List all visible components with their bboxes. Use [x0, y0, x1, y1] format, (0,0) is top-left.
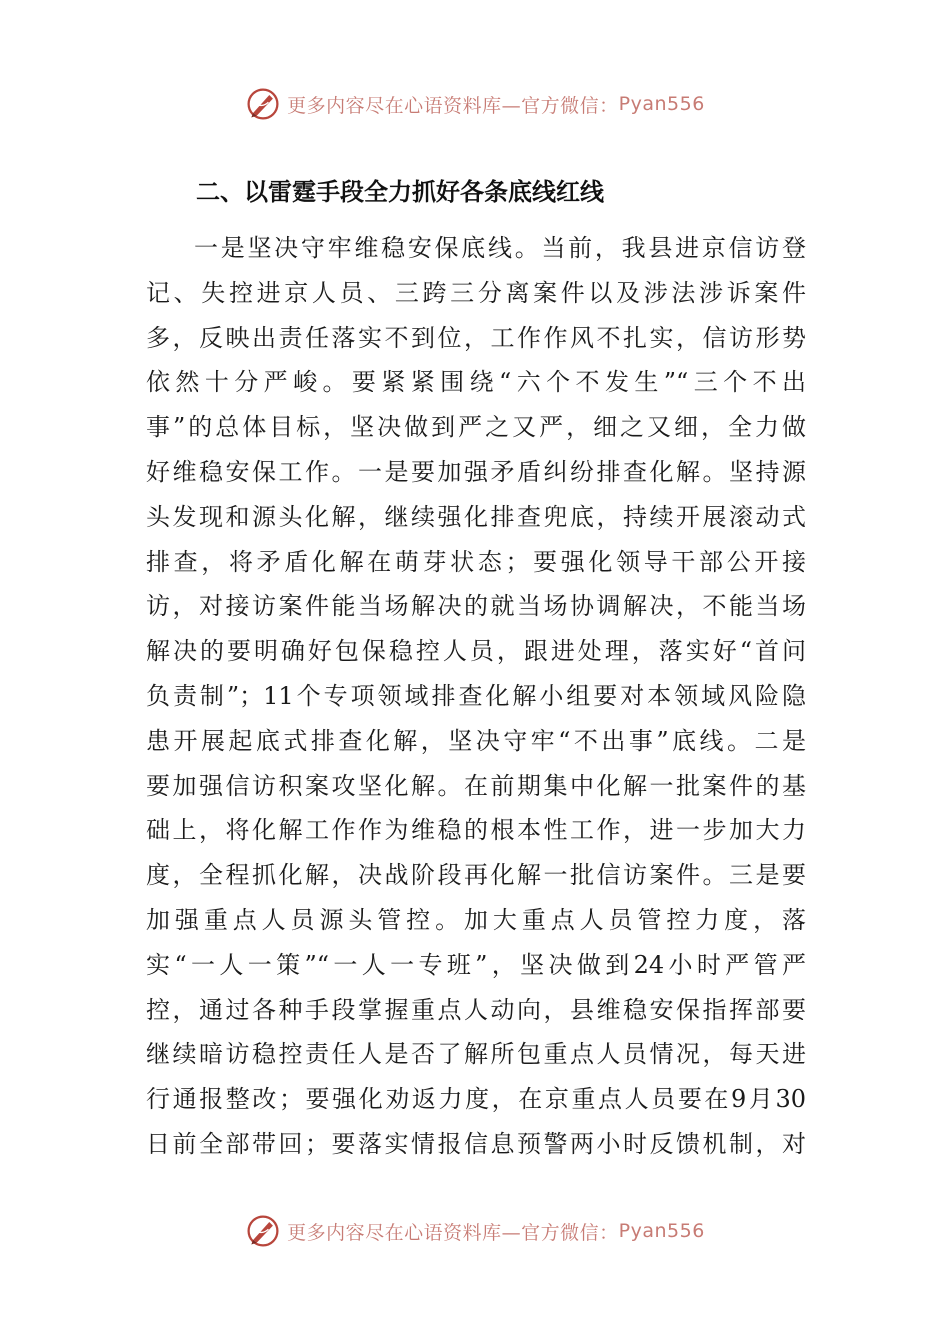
- watermark-text: 更多内容尽在心语资料库—官方微信：: [287, 94, 619, 117]
- paragraph-line: 解决的要明确好包保稳控人员，跟进处理，落实好“首问: [146, 637, 806, 666]
- paragraph-line: 排查，将矛盾化解在萌芽状态；要强化领导干部公开接: [146, 547, 806, 576]
- paragraph-line: 要加强信访积案攻坚化解。在前期集中化解一批案件的基: [146, 771, 806, 800]
- pen-logo-icon: [245, 1213, 281, 1249]
- paragraph-line: 实“一人一策”“一人一专班”，坚决做到24小时严管严: [146, 950, 806, 979]
- paragraph-line: 继续暗访稳控责任人是否了解所包重点人员情况，每天进: [146, 1040, 806, 1069]
- pen-logo-icon: [245, 86, 281, 122]
- paragraph-line: 访，对接访案件能当场解决的就当场协调解决，不能当场: [146, 592, 806, 621]
- paragraph-line: 加强重点人员源头管控。加大重点人员管控力度，落: [146, 905, 806, 934]
- paragraph-line: 依然十分严峻。要紧紧围绕“六个不发生”“三个不出: [146, 368, 806, 397]
- paragraph-line: 负责制”；11个专项领域排查化解小组要对本领域风险隐: [146, 681, 806, 710]
- watermark-text: 更多内容尽在心语资料库—官方微信：: [287, 1221, 619, 1244]
- paragraph-line: 一是坚决守牢维稳安保底线。当前，我县进京信访登: [194, 234, 806, 262]
- paragraph-line: 多，反映出责任落实不到位，工作作风不扎实，信访形势: [146, 323, 806, 352]
- body-paragraph: [146, 226, 806, 1167]
- paragraph-line: 度，全程抓化解，决战阶段再化解一批信访案件。三是要: [146, 861, 806, 890]
- watermark-wechat-id: Pyan556: [618, 1220, 705, 1242]
- footer-watermark: [0, 1211, 950, 1251]
- paragraph-line: 记、失控进京人员、三跨三分离案件以及涉法涉诉案件: [146, 278, 806, 307]
- paragraph-line: 好维稳安保工作。一是要加强矛盾纠纷排查化解。坚持源: [146, 457, 806, 486]
- paragraph-line: 础上，将化解工作作为维稳的根本性工作，进一步加大力: [146, 816, 806, 845]
- section-heading: 二、以雷霆手段全力抓好各条底线红线: [196, 178, 604, 206]
- paragraph-line: 控，通过各种手段掌握重点人动向，县维稳安保指挥部要: [146, 995, 806, 1024]
- header-watermark: [0, 84, 950, 124]
- paragraph-line: 头发现和源头化解，继续强化排查兜底，持续开展滚动式: [146, 502, 806, 531]
- paragraph-line: 事”的总体目标，坚决做到严之又严，细之又细，全力做: [146, 413, 806, 442]
- paragraph-line: 患开展起底式排查化解，坚决守牢“不出事”底线。二是: [146, 726, 806, 755]
- watermark-wechat-id: Pyan556: [618, 93, 705, 115]
- paragraph-line: 日前全部带回；要落实情报信息预警两小时反馈机制，对: [146, 1129, 806, 1158]
- paragraph-line: 行通报整改；要强化劝返力度，在京重点人员要在9月30: [146, 1085, 806, 1114]
